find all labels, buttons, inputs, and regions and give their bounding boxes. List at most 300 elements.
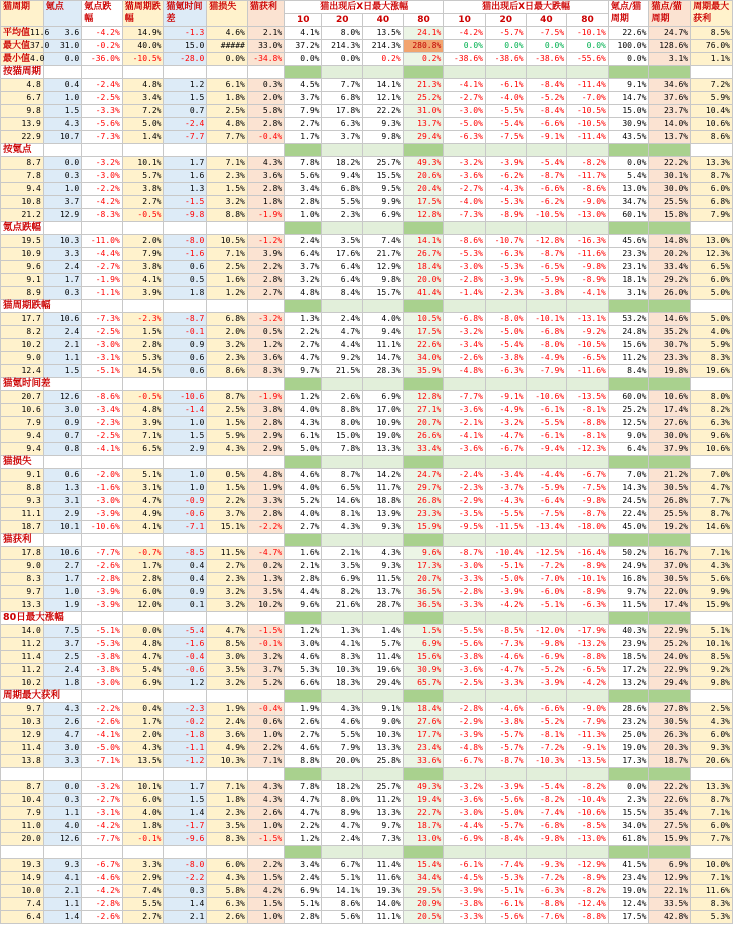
cell-col-4[interactable]: -2.2 <box>164 872 207 885</box>
cell-col-0[interactable]: 4.8 <box>1 79 44 92</box>
cell-col-14[interactable]: -13.0% <box>567 209 609 222</box>
cell-col-9[interactable]: 6.9% <box>363 209 404 222</box>
cell-col-5[interactable]: 1.6% <box>207 274 248 287</box>
cell-col-14[interactable]: -8.9% <box>567 274 609 287</box>
cell-col-0[interactable]: 8.7 <box>1 157 44 170</box>
cell-col-8[interactable]: 21.5% <box>322 365 363 378</box>
cell-col-9[interactable]: 11.6% <box>363 872 404 885</box>
cell-col-0[interactable]: 10.6 <box>1 404 44 417</box>
cell-col-17[interactable]: 12.3% <box>691 248 733 261</box>
header-rise-80[interactable]: 80 <box>403 14 444 27</box>
cell-col-17[interactable]: 5.6% <box>691 573 733 586</box>
cell-col-10[interactable]: 18.7% <box>403 820 444 833</box>
summary-cell-col-6[interactable]: -34.8% <box>247 53 284 66</box>
cell-col-9[interactable]: 19.3% <box>363 885 404 898</box>
cell-col-3[interactable]: 2.0% <box>122 235 164 248</box>
header-rise-group[interactable]: 猫出现后X日最大涨幅 <box>285 1 444 14</box>
cell-col-8[interactable]: 14.1% <box>322 885 363 898</box>
summary-cell-col-13[interactable]: 0.0% <box>526 40 567 53</box>
cell-col-1[interactable]: 9.3 <box>43 859 81 872</box>
cell-col-3[interactable]: 1.7% <box>122 716 164 729</box>
cell-col-9[interactable]: 28.3% <box>363 365 404 378</box>
cell-col-8[interactable]: 8.2% <box>322 586 363 599</box>
cell-col-7[interactable]: 6.1% <box>285 430 322 443</box>
cell-col-11[interactable]: -2.3% <box>444 482 486 495</box>
cell-col-0[interactable]: 7.9 <box>1 807 44 820</box>
cell-col-7[interactable]: 2.4% <box>285 872 322 885</box>
cell-col-7[interactable]: 5.1% <box>285 898 322 911</box>
cell-col-17[interactable]: 9.2% <box>691 664 733 677</box>
cell-col-16[interactable]: 42.8% <box>649 911 691 924</box>
cell-col-13[interactable]: -8.7% <box>526 170 567 183</box>
cell-col-10[interactable]: 13.7% <box>403 118 444 131</box>
cell-col-16[interactable]: 30.0% <box>649 183 691 196</box>
summary-cell-col-9[interactable]: 13.5% <box>363 27 404 40</box>
cell-col-4[interactable]: -0.2 <box>164 716 207 729</box>
cell-col-13[interactable]: -12.8% <box>526 235 567 248</box>
cell-col-0[interactable]: 6.7 <box>1 92 44 105</box>
cell-col-5[interactable]: 2.5% <box>207 105 248 118</box>
cell-col-0[interactable]: 8.7 <box>1 781 44 794</box>
cell-col-12[interactable]: -3.7% <box>485 482 526 495</box>
cell-col-12[interactable]: -4.6% <box>485 703 526 716</box>
cell-col-2[interactable]: -2.8% <box>82 898 123 911</box>
summary-cell-col-4[interactable]: -1.3 <box>164 27 207 40</box>
cell-col-6[interactable]: 2.6% <box>247 807 284 820</box>
cell-col-0[interactable]: 8.8 <box>1 482 44 495</box>
cell-col-15[interactable]: 25.0% <box>608 729 649 742</box>
cell-col-15[interactable]: 11.5% <box>608 599 649 612</box>
cell-col-0[interactable]: 8.9 <box>1 287 44 300</box>
cell-col-8[interactable]: 8.0% <box>322 417 363 430</box>
cell-col-7[interactable]: 4.7% <box>285 794 322 807</box>
cell-col-4[interactable]: 1.5 <box>164 92 207 105</box>
cell-col-2[interactable]: -2.6% <box>82 560 123 573</box>
cell-col-17[interactable]: 7.7% <box>691 833 733 846</box>
cell-col-10[interactable]: 22.7% <box>403 807 444 820</box>
cell-col-17[interactable]: 4.0% <box>691 326 733 339</box>
cell-col-3[interactable]: 10.1% <box>122 781 164 794</box>
cell-col-15[interactable]: 60.0% <box>608 391 649 404</box>
summary-cell-col-16[interactable]: 3.1% <box>649 53 691 66</box>
cell-col-0[interactable]: 9.0 <box>1 560 44 573</box>
cell-col-12[interactable]: -9.1% <box>485 391 526 404</box>
cell-col-11[interactable]: -3.4% <box>444 339 486 352</box>
cell-col-4[interactable]: -8.7 <box>164 313 207 326</box>
cell-col-0[interactable]: 14.0 <box>1 625 44 638</box>
cell-col-0[interactable]: 20.7 <box>1 391 44 404</box>
cell-col-3[interactable]: 5.0% <box>122 118 164 131</box>
cell-col-5[interactable]: 2.4% <box>207 716 248 729</box>
cell-col-8[interactable]: 7.9% <box>322 742 363 755</box>
cell-col-2[interactable]: -8.6% <box>82 391 123 404</box>
cell-col-15[interactable]: 12.4% <box>608 898 649 911</box>
cell-col-0[interactable]: 18.7 <box>1 521 44 534</box>
cell-col-7[interactable]: 3.4% <box>285 183 322 196</box>
cell-col-10[interactable]: 65.7% <box>403 677 444 690</box>
cell-col-5[interactable]: 8.5% <box>207 638 248 651</box>
cell-col-7[interactable]: 4.4% <box>285 586 322 599</box>
cell-col-7[interactable]: 2.2% <box>285 326 322 339</box>
cell-col-14[interactable]: -11.3% <box>567 729 609 742</box>
cell-col-3[interactable]: 2.7% <box>122 196 164 209</box>
cell-col-12[interactable]: -5.0% <box>485 573 526 586</box>
cell-col-1[interactable]: 0.4 <box>43 79 81 92</box>
summary-cell-col-2[interactable]: -36.0% <box>82 53 123 66</box>
cell-col-3[interactable]: -0.5% <box>122 209 164 222</box>
cell-col-0[interactable]: 8.3 <box>1 573 44 586</box>
cell-col-14[interactable]: -12.4% <box>567 898 609 911</box>
summary-period-cell[interactable] <box>1 53 44 66</box>
cell-col-5[interactable]: 8.7% <box>207 391 248 404</box>
summary-period-cell[interactable] <box>1 40 50 53</box>
cell-col-6[interactable]: 2.9% <box>247 443 284 456</box>
cell-col-9[interactable]: 6.9% <box>363 391 404 404</box>
cell-col-12[interactable]: -3.8% <box>485 352 526 365</box>
summary-cell-col-5[interactable]: 0.0% <box>207 53 248 66</box>
cell-col-15[interactable]: 61.8% <box>608 833 649 846</box>
cell-col-13[interactable]: -6.6% <box>526 703 567 716</box>
cell-col-17[interactable]: 5.3% <box>691 911 733 924</box>
cell-col-11[interactable]: -4.8% <box>444 365 486 378</box>
cell-col-1[interactable]: 2.1 <box>43 339 81 352</box>
cell-col-13[interactable]: -10.5% <box>526 209 567 222</box>
cell-col-11[interactable]: -3.9% <box>444 885 486 898</box>
cell-col-2[interactable]: -7.3% <box>82 313 123 326</box>
cell-col-6[interactable]: 4.3% <box>247 794 284 807</box>
cell-col-15[interactable]: 19.0% <box>608 885 649 898</box>
cell-col-8[interactable]: 8.8% <box>322 404 363 417</box>
cell-col-16[interactable]: 22.6% <box>649 794 691 807</box>
header-fall-20[interactable]: 20 <box>485 14 526 27</box>
cell-col-7[interactable]: 3.7% <box>285 261 322 274</box>
cell-col-13[interactable]: -7.4% <box>526 807 567 820</box>
cell-col-9[interactable]: 9.1% <box>363 703 404 716</box>
summary-cell-col-17[interactable]: 76.0% <box>691 40 733 53</box>
cell-col-2[interactable]: -8.3% <box>82 209 123 222</box>
cell-col-11[interactable]: -4.4% <box>444 820 486 833</box>
cell-col-7[interactable]: 8.8% <box>285 755 322 768</box>
cell-col-4[interactable]: 1.4 <box>164 898 207 911</box>
cell-col-4[interactable]: 1.0 <box>164 417 207 430</box>
cell-col-3[interactable]: 4.8% <box>122 404 164 417</box>
cell-col-1[interactable]: 4.3 <box>43 703 81 716</box>
cell-col-13[interactable]: -5.9% <box>526 482 567 495</box>
cell-col-17[interactable]: 10.0% <box>691 859 733 872</box>
cell-col-7[interactable]: 4.6% <box>285 469 322 482</box>
cell-col-9[interactable]: 14.1% <box>363 79 404 92</box>
cell-col-0[interactable]: 11.0 <box>1 820 44 833</box>
cell-col-8[interactable]: 18.3% <box>322 677 363 690</box>
cell-col-17[interactable]: 7.7% <box>691 495 733 508</box>
cell-col-13[interactable]: -8.1% <box>526 729 567 742</box>
cell-col-4[interactable]: 1.7 <box>164 781 207 794</box>
cell-col-3[interactable]: 2.9% <box>122 872 164 885</box>
cell-col-10[interactable]: 17.7% <box>403 729 444 742</box>
cell-col-16[interactable]: 22.2% <box>649 157 691 170</box>
cell-col-13[interactable]: -6.6% <box>526 183 567 196</box>
cell-col-1[interactable]: 3.3 <box>43 755 81 768</box>
cell-col-7[interactable]: 4.0% <box>285 482 322 495</box>
cell-col-10[interactable]: 34.4% <box>403 872 444 885</box>
cell-col-16[interactable]: 29.4% <box>649 677 691 690</box>
cell-col-7[interactable]: 2.4% <box>285 235 322 248</box>
cell-col-11[interactable]: -2.9% <box>444 716 486 729</box>
cell-col-12[interactable]: -2.3% <box>485 287 526 300</box>
cell-col-8[interactable]: 8.7% <box>322 469 363 482</box>
cell-col-2[interactable]: -2.7% <box>82 794 123 807</box>
cell-col-1[interactable]: 2.1 <box>43 885 81 898</box>
cell-col-0[interactable]: 12.4 <box>1 365 44 378</box>
cell-col-1[interactable]: 0.3 <box>43 794 81 807</box>
cell-col-14[interactable]: -8.8% <box>567 911 609 924</box>
cell-col-15[interactable]: 6.4% <box>608 443 649 456</box>
cell-col-9[interactable]: 11.7% <box>363 482 404 495</box>
cell-col-15[interactable]: 60.1% <box>608 209 649 222</box>
cell-col-9[interactable]: 25.7% <box>363 157 404 170</box>
cell-col-14[interactable]: -11.6% <box>567 248 609 261</box>
cell-col-8[interactable]: 8.9% <box>322 807 363 820</box>
cell-col-10[interactable]: 12.8% <box>403 209 444 222</box>
cell-col-11[interactable]: -7.3% <box>444 209 486 222</box>
cell-col-3[interactable]: -2.3% <box>122 313 164 326</box>
cell-col-3[interactable]: 4.7% <box>122 495 164 508</box>
cell-col-3[interactable]: 3.8% <box>122 261 164 274</box>
cell-col-1[interactable]: 0.0 <box>43 781 81 794</box>
cell-col-10[interactable]: 25.2% <box>403 92 444 105</box>
cell-col-6[interactable]: 0.2% <box>247 560 284 573</box>
cell-col-3[interactable]: 2.8% <box>122 339 164 352</box>
cell-col-6[interactable]: -2.2% <box>247 521 284 534</box>
cell-col-2[interactable]: -11.0% <box>82 235 123 248</box>
cell-col-1[interactable]: 7.5 <box>43 625 81 638</box>
cell-col-17[interactable]: 8.3% <box>691 898 733 911</box>
cell-col-14[interactable]: -8.2% <box>567 157 609 170</box>
cell-col-8[interactable]: 5.5% <box>322 196 363 209</box>
cell-col-5[interactable]: 4.9% <box>207 742 248 755</box>
cell-col-1[interactable]: 3.7 <box>43 638 81 651</box>
cell-col-6[interactable]: 2.8% <box>247 274 284 287</box>
header-fall-group[interactable]: 猫出现后X日最大跌幅 <box>444 1 609 14</box>
cell-col-12[interactable]: -3.2% <box>485 417 526 430</box>
cell-col-17[interactable]: 8.0% <box>691 391 733 404</box>
cell-col-15[interactable]: 23.1% <box>608 261 649 274</box>
cell-col-7[interactable]: 1.7% <box>285 131 322 144</box>
cell-col-7[interactable]: 7.8% <box>285 157 322 170</box>
cell-col-17[interactable]: 5.0% <box>691 287 733 300</box>
cell-col-15[interactable]: 22.4% <box>608 508 649 521</box>
cell-col-2[interactable]: -5.0% <box>82 742 123 755</box>
cell-col-2[interactable]: -3.0% <box>82 339 123 352</box>
cell-col-16[interactable]: 26.8% <box>649 495 691 508</box>
cell-col-13[interactable]: -5.5% <box>526 417 567 430</box>
cell-col-15[interactable]: 34.0% <box>608 820 649 833</box>
cell-col-6[interactable]: -4.7% <box>247 547 284 560</box>
cell-col-13[interactable]: -8.2% <box>526 794 567 807</box>
cell-col-2[interactable]: -2.5% <box>82 430 123 443</box>
cell-col-8[interactable]: 7.8% <box>322 443 363 456</box>
cell-col-1[interactable]: 1.0 <box>43 183 81 196</box>
cell-col-9[interactable]: 13.3% <box>363 742 404 755</box>
cell-col-7[interactable]: 5.6% <box>285 170 322 183</box>
cell-col-17[interactable]: 7.1% <box>691 807 733 820</box>
cell-col-5[interactable]: 2.3% <box>207 807 248 820</box>
cell-col-12[interactable]: -6.2% <box>485 170 526 183</box>
cell-col-5[interactable]: 1.5% <box>207 183 248 196</box>
cell-col-13[interactable]: -8.7% <box>526 248 567 261</box>
cell-col-8[interactable]: 4.6% <box>322 716 363 729</box>
cell-col-16[interactable]: 37.6% <box>649 92 691 105</box>
cell-col-1[interactable]: 1.1 <box>43 898 81 911</box>
summary-cell-col-9[interactable]: 214.3% <box>363 40 404 53</box>
cell-col-8[interactable]: 6.8% <box>322 92 363 105</box>
cell-col-3[interactable]: 2.7% <box>122 911 164 924</box>
cell-col-17[interactable]: 10.4% <box>691 105 733 118</box>
cell-col-16[interactable]: 25.5% <box>649 196 691 209</box>
cell-col-4[interactable]: 1.0 <box>164 482 207 495</box>
cell-col-0[interactable]: 6.4 <box>1 911 44 924</box>
cell-col-17[interactable]: 13.3% <box>691 781 733 794</box>
cell-col-13[interactable]: -6.1% <box>526 404 567 417</box>
cell-col-6[interactable]: 0.6% <box>247 716 284 729</box>
cell-col-13[interactable]: -12.0% <box>526 625 567 638</box>
cell-col-2[interactable]: -3.2% <box>82 781 123 794</box>
cell-col-2[interactable]: -3.1% <box>82 807 123 820</box>
summary-cell-col-16[interactable]: 128.6% <box>649 40 691 53</box>
cell-col-14[interactable]: -10.5% <box>567 105 609 118</box>
cell-col-12[interactable]: -5.3% <box>485 261 526 274</box>
cell-col-13[interactable]: -8.8% <box>526 898 567 911</box>
cell-col-4[interactable]: 2.9 <box>164 443 207 456</box>
cell-col-15[interactable]: 0.0% <box>608 157 649 170</box>
cell-col-6[interactable]: -0.4% <box>247 703 284 716</box>
cell-col-15[interactable]: 7.0% <box>608 469 649 482</box>
cell-col-9[interactable]: 13.3% <box>363 443 404 456</box>
cell-col-8[interactable]: 3.5% <box>322 235 363 248</box>
cell-col-16[interactable]: 19.8% <box>649 365 691 378</box>
cell-col-10[interactable]: 20.0% <box>403 274 444 287</box>
summary-cell-col-10[interactable]: 0.2% <box>403 53 444 66</box>
cell-col-12[interactable]: -5.4% <box>485 339 526 352</box>
cell-col-11[interactable]: -3.3% <box>444 911 486 924</box>
cell-col-16[interactable]: 29.2% <box>649 274 691 287</box>
cell-col-2[interactable]: -1.1% <box>82 287 123 300</box>
cell-col-1[interactable]: 3.0 <box>43 742 81 755</box>
cell-col-3[interactable]: 6.9% <box>122 677 164 690</box>
cell-col-13[interactable]: -9.8% <box>526 638 567 651</box>
cell-col-3[interactable]: 1.8% <box>122 820 164 833</box>
cell-col-4[interactable]: -2.3 <box>164 703 207 716</box>
cell-col-8[interactable]: 18.2% <box>322 157 363 170</box>
cell-col-13[interactable]: -6.3% <box>526 885 567 898</box>
cell-col-15[interactable]: 0.0% <box>608 781 649 794</box>
cell-col-7[interactable]: 2.1% <box>285 560 322 573</box>
summary-cell-col-11[interactable]: -38.6% <box>444 53 486 66</box>
cell-col-13[interactable]: -7.2% <box>526 742 567 755</box>
cell-col-12[interactable]: -4.3% <box>485 183 526 196</box>
cell-col-8[interactable]: 2.4% <box>322 313 363 326</box>
cell-col-5[interactable]: 3.6% <box>207 729 248 742</box>
cell-col-4[interactable]: -9.6 <box>164 833 207 846</box>
cell-col-16[interactable]: 22.1% <box>649 885 691 898</box>
cell-col-13[interactable]: -5.2% <box>526 92 567 105</box>
cell-col-3[interactable]: 1.7% <box>122 560 164 573</box>
cell-col-13[interactable]: -8.0% <box>526 339 567 352</box>
cell-col-5[interactable]: 5.9% <box>207 430 248 443</box>
cell-col-0[interactable]: 19.5 <box>1 235 44 248</box>
cell-col-15[interactable]: 24.8% <box>608 326 649 339</box>
cell-col-9[interactable]: 9.8% <box>363 131 404 144</box>
summary-cell-col-13[interactable]: -38.6% <box>526 53 567 66</box>
cell-col-10[interactable]: 20.5% <box>403 911 444 924</box>
cell-col-14[interactable]: -13.0% <box>567 833 609 846</box>
cell-col-6[interactable]: 2.2% <box>247 859 284 872</box>
cell-col-16[interactable]: 15.8% <box>649 209 691 222</box>
cell-col-17[interactable]: 9.6% <box>691 430 733 443</box>
cell-col-17[interactable]: 7.2% <box>691 79 733 92</box>
cell-col-1[interactable]: 10.6 <box>43 547 81 560</box>
cell-col-3[interactable]: 4.0% <box>122 807 164 820</box>
cell-col-16[interactable]: 16.7% <box>649 547 691 560</box>
cell-col-2[interactable]: -3.0% <box>82 170 123 183</box>
cell-col-11[interactable]: -4.1% <box>444 430 486 443</box>
cell-col-14[interactable]: -8.7% <box>567 508 609 521</box>
summary-cell-col-5[interactable]: ##### <box>207 40 248 53</box>
cell-col-14[interactable]: -9.8% <box>567 261 609 274</box>
cell-col-7[interactable]: 2.2% <box>285 820 322 833</box>
cell-col-2[interactable]: -5.3% <box>82 638 123 651</box>
cell-col-12[interactable]: -5.1% <box>485 885 526 898</box>
cell-col-5[interactable]: 6.1% <box>207 79 248 92</box>
summary-cell-col-15[interactable]: 0.0% <box>608 53 649 66</box>
cell-col-14[interactable]: -8.9% <box>567 586 609 599</box>
cell-col-1[interactable]: 0.3 <box>43 287 81 300</box>
cell-col-9[interactable]: 22.2% <box>363 105 404 118</box>
cell-col-8[interactable]: 5.1% <box>322 872 363 885</box>
cell-col-6[interactable]: -1.5% <box>247 833 284 846</box>
cell-col-4[interactable]: -1.1 <box>164 742 207 755</box>
cell-col-16[interactable]: 35.2% <box>649 326 691 339</box>
summary-cell-col-7[interactable]: 0.0% <box>285 53 322 66</box>
cell-col-3[interactable]: 5.4% <box>122 664 164 677</box>
cell-col-0[interactable]: 9.7 <box>1 703 44 716</box>
cell-col-7[interactable]: 4.6% <box>285 742 322 755</box>
cell-col-12[interactable]: -4.7% <box>485 430 526 443</box>
header-loss[interactable]: 猫损失 <box>207 1 248 27</box>
cell-col-2[interactable]: -3.0% <box>82 677 123 690</box>
cell-col-3[interactable]: 4.8% <box>122 638 164 651</box>
cell-col-4[interactable]: 0.9 <box>164 586 207 599</box>
cell-col-5[interactable]: 11.5% <box>207 547 248 560</box>
cell-col-7[interactable]: 4.3% <box>285 417 322 430</box>
cell-col-15[interactable]: 5.4% <box>608 170 649 183</box>
cell-col-1[interactable]: 1.7 <box>43 274 81 287</box>
cell-col-8[interactable]: 6.3% <box>322 118 363 131</box>
cell-col-16[interactable]: 33.5% <box>649 898 691 911</box>
cell-col-16[interactable]: 22.9% <box>649 625 691 638</box>
cell-col-2[interactable]: -4.6% <box>82 872 123 885</box>
cell-col-17[interactable]: 5.9% <box>691 339 733 352</box>
header-ratio-cat-period[interactable]: 猫点/猫周期 <box>649 1 691 27</box>
cell-col-11[interactable]: -6.9% <box>444 833 486 846</box>
cell-col-15[interactable]: 15.6% <box>608 339 649 352</box>
cell-col-13[interactable]: -6.1% <box>526 430 567 443</box>
cell-col-4[interactable]: 0.6 <box>164 352 207 365</box>
cell-col-14[interactable]: -16.3% <box>567 235 609 248</box>
cell-col-17[interactable]: 8.3% <box>691 352 733 365</box>
cell-col-16[interactable]: 17.4% <box>649 404 691 417</box>
cell-col-7[interactable]: 4.7% <box>285 807 322 820</box>
